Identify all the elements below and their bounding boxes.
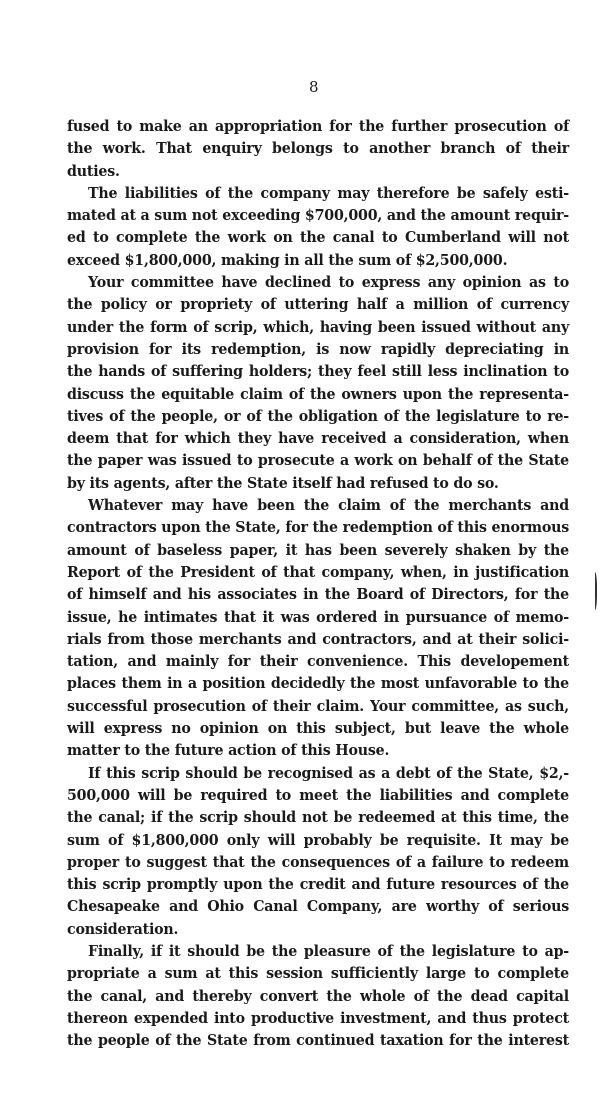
text-line: the canal, and thereby convert the whole of the dead capital xyxy=(67,988,569,1005)
text-line: places them in a position decidedly the most unfavorable to the xyxy=(67,676,569,693)
text-line: fused to make an appropriation for the further prosecution of xyxy=(67,118,569,136)
text-line: duties. xyxy=(67,163,120,180)
text-line: deem that for which they have received a consideration, when xyxy=(67,430,569,448)
text-line: Whatever may have been the claim of the merchants and xyxy=(88,497,569,515)
text-line: amount of baseless paper, it has been severely shaken by the xyxy=(67,542,569,559)
text-line: the canal; if the scrip should not be redeemed at this time, the xyxy=(67,810,569,827)
text-line: The liabilities of the company may therefore be safely esti- xyxy=(88,185,569,203)
page-number: 8 xyxy=(309,78,319,96)
text-line: exceed $1,800,000, making in all the sum of $2,500,000. xyxy=(67,252,508,269)
margin-mark xyxy=(592,572,597,610)
text-line: provision for its redemption, is now rapidly depreciating in xyxy=(67,341,569,359)
text-line: the work. That enquiry belongs to another branch of their xyxy=(67,141,569,158)
text-line: issue, he intimates that it was ordered in pursuance of memo- xyxy=(67,609,569,626)
text-line: Your committee have declined to express any opinion as to xyxy=(88,274,569,292)
text-line: rials from those merchants and contractors, and at their solici- xyxy=(67,631,569,648)
text-line: of himself and his associates in the Board of Directors, for the xyxy=(67,587,569,604)
text-line: Report of the President of that company, when, in justification xyxy=(67,564,569,582)
paragraph xyxy=(67,941,569,1052)
text-line: propriate a sum at this session sufficiently large to complete xyxy=(67,966,569,983)
paragraph xyxy=(67,763,569,941)
text-line: proper to suggest that the consequences of a failure to redeem xyxy=(67,854,569,871)
text-line: sum of $1,800,000 only will probably be requisite. It may be xyxy=(67,832,569,849)
text-line: 500,000 will be required to meet the liabilities and complete xyxy=(67,787,569,805)
text-line: the paper was issued to prosecute a work on behalf of the State xyxy=(67,453,569,470)
text-line: the policy or propriety of uttering half a million of currency xyxy=(67,297,569,314)
text-line: matter to the future action of this House. xyxy=(67,743,390,760)
text-line: the people of the State from continued taxation for the interest xyxy=(67,1033,569,1050)
paragraph xyxy=(67,495,569,763)
text-line: the hands of suffering holders; they feel still less inclination to xyxy=(67,364,569,381)
text-line: contractors upon the State, for the redemption of this enormous xyxy=(67,520,569,537)
body-text xyxy=(67,116,569,1052)
text-line: mated at a sum not exceeding $700,000, and the amount requir- xyxy=(67,208,569,225)
text-line: If this scrip should be recognised as a debt of the State, $2,- xyxy=(88,765,569,782)
text-line: tation, and mainly for their convenience. This developement xyxy=(67,653,569,671)
text-line: thereon expended into productive investment, and thus protect xyxy=(67,1010,569,1028)
text-line: Finally, if it should be the pleasure of the legislature to ap- xyxy=(88,943,569,961)
text-line: consideration. xyxy=(67,921,179,938)
text-line: successful prosecution of their claim. Your committee, as such, xyxy=(67,698,569,715)
paragraph xyxy=(67,183,569,272)
text-line: ed to complete the work on the canal to Cumberland will not xyxy=(67,230,569,247)
text-line: this scrip promptly upon the credit and future resources of the xyxy=(67,876,569,894)
text-line: by its agents, after the State itself had refused to do so. xyxy=(67,475,499,492)
text-line: will express no opinion on this subject, but leave the whole xyxy=(67,720,569,738)
text-line: discuss the equitable claim of the owners upon the representa- xyxy=(67,386,569,403)
text-line: Chesapeake and Ohio Canal Company, are worthy of serious xyxy=(67,899,569,916)
text-line: tives of the people, or of the obligation of the legislature to re- xyxy=(67,408,569,426)
paragraph xyxy=(67,272,569,495)
paragraph xyxy=(67,116,569,183)
text-line: under the form of scrip, which, having been issued without any xyxy=(67,319,569,336)
